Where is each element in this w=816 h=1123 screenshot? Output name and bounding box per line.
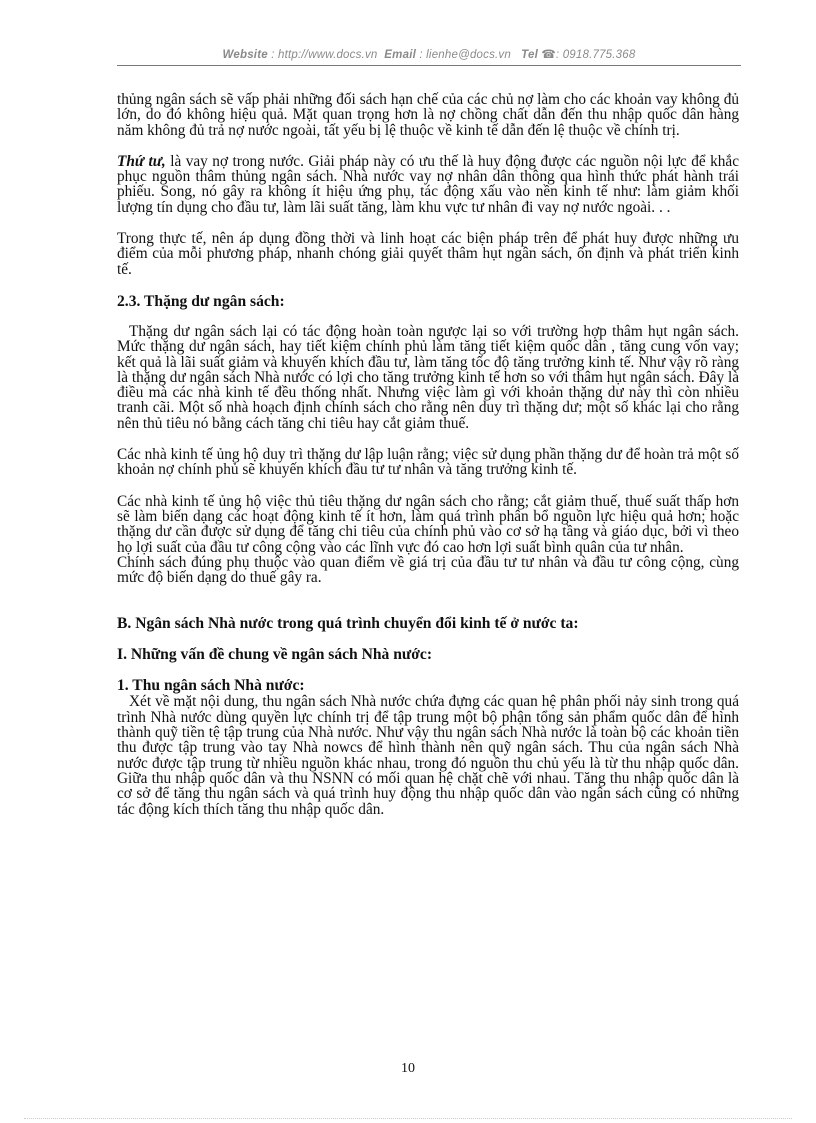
website-value: : http://www.docs.vn [271, 49, 378, 61]
email-label: Email [384, 49, 416, 61]
document-body [117, 92, 739, 817]
paragraph-2 [117, 154, 739, 215]
heading-i: I. Những vấn đề chung về ngân sách Nhà nước: [117, 646, 433, 664]
heading-b: B. Ngân sách Nhà nước trong quá trình chuyển đổi kinh tế ở nước ta: [117, 615, 579, 633]
tel-value: : 0918.775.368 [555, 49, 636, 61]
paragraph-4: Thặng dư ngân sách lại có tác động hoàn toàn ngược lại so với trường hợp thâm hụt ngân sách. Mức thặng dư ngân sách, hay tiết kiệm chính phủ làm tăng tiết kiệm quốc dân , tăng cung vốn vay; kết quả là lãi suất giảm và khuyến khích đầu tư, làm tăng tốc độ tăng trưởng kinh tế. Như vậy rõ ràng là thặng dư ngân sách Nhà nước có lợi cho tăng trưởng kinh tế hơn so với thâm hụt ngân sách. Đây là điều mà các nhà kinh tế đều thống nhất. Nhưng việc làm gì với khoản thặng dư này thì còn nhiều tranh cãi. Một số nhà hoạch định chính sách cho rằng nên duy trì thặng dư; một số khác lại cho rằng nên thủ tiêu nó bằng cách tăng chi tiêu hay cắt giảm thuế. [117, 322, 739, 432]
heading-1: 1. Thu ngân sách Nhà nước: [117, 677, 305, 695]
paragraph-8: Xét về mặt nội dung, thu ngân sách Nhà nước chứa đựng các quan hệ phân phối nảy sinh trong quá trình Nhà nước dùng quyền lực chính trị để tập trung một bộ phận tổng sản phẩm quốc dân để hình thành quỹ tiền tệ tập trung của Nhà nước. Như vậy thu ngân sách Nhà nước là toàn bộ các khoản tiền thu được tập trung vào tay Nhà nowcs để hình thành nên quỹ ngân sách. Thu của ngân sách Nhà nước được tập trung từ nhiều nguồn khác nhau, trong đó nguồn thu chủ yếu là từ thu nhập quốc dân. Giữa thu nhập quốc dân và thu NSNN có mối quan hệ chặt chẽ với nhau. Tăng thu nhập quốc dân là cơ sở để tăng thu ngân sách và quá trình huy động thu nhập quốc dân vào ngân sách cũng có những tác động kích thích tăng thu nhập quốc dân. [117, 693, 739, 818]
page-header [117, 47, 741, 61]
paragraph-2-lead: Thứ tư, [117, 152, 166, 170]
paragraph-6: Các nhà kinh tế ủng hộ việc thủ tiêu thặng dư ngân sách cho rằng; cắt giảm thuế, thuế suất thấp hơn sẽ làm biến dạng các hoạt động kinh tế ít hơn, làm quá trình phân bổ nguồn lực hiệu quả hơn; hoặc thặng dư cần được sử dụng để tăng chi tiêu của chính phủ vào cơ sở hạ tầng và giáo dục, bởi vì theo họ lợi suất của đầu tư công cộng vào các lĩnh vực đó cao hơn lợi suất bình quân của tư nhân. [117, 492, 739, 556]
footer-divider [24, 1118, 792, 1119]
paragraph-7: Chính sách đúng phụ thuộc vào quan điểm về giá trị của đầu tư tư nhân và đầu tư công cộng, cùng mức độ biến dạng do thuế gây ra. [117, 553, 739, 587]
email-value: : lienhe@docs.vn [419, 49, 511, 61]
paragraph-5: Các nhà kinh tế ủng hộ duy trì thặng dư lập luận rằng; việc sử dụng phần thặng dư để hoàn trả một số khoản nợ chính phủ sẽ khuyến khích đầu tư tư nhân và tăng trưởng kinh tế. [117, 446, 739, 479]
page-number: 10 [401, 1061, 415, 1076]
header-rule [117, 65, 741, 66]
phone-icon: ☎ [541, 49, 556, 61]
heading-2-3: 2.3. Thặng dư ngân sách: [117, 292, 285, 310]
website-label: Website [222, 49, 268, 61]
paragraph-1: thủng ngân sách sẽ vấp phải những đối sách hạn chế của các chủ nợ làm cho các khoản vay không đủ lớn, do đó không hiệu quả. Mặt quan trọng hơn là nợ chồng chất dẫn đến thu nhập quốc dân hàng năm không đủ trả nợ nước ngoài, tất yếu bị lệ thuộc về kinh tế dẫn đến lệ thuộc về chính trị. [117, 91, 739, 139]
tel-label: Tel [521, 49, 538, 61]
paragraph-2-text: là vay nợ trong nước. Giải pháp này có ưu thế là huy động được các nguồn nội lực để khắc phục nguồn thâm thủng ngân sách. Nhà nước vay nợ nhân dân thông qua hình thức phát hành trái phiếu. Song, nó gây ra không ít hiệu ứng phụ, tác động xấu vào nền kinh tế như: làm giảm khối lượng tín dụng cho đầu tư, làm lãi suất tăng, làm khu vực tư nhân đi vay nợ nước ngoài. . . [117, 152, 739, 216]
paragraph-3: Trong thực tế, nên áp dụng đồng thời và linh hoạt các biện pháp trên để phát huy được những ưu điểm của mỗi phương pháp, nhanh chóng giải quyết thâm hụt ngân sách, ổn định và phát triển kinh tế. [117, 230, 739, 278]
